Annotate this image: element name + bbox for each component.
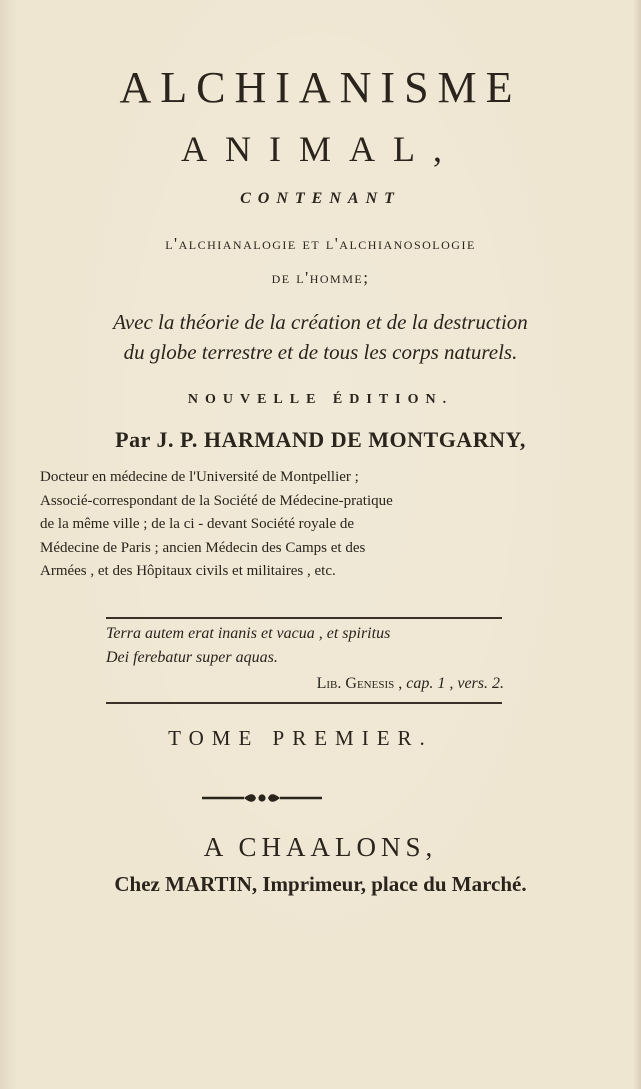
page-edge-shadow bbox=[633, 0, 641, 1089]
contenant-heading: CONTENANT bbox=[240, 190, 401, 207]
theory-line-1: Avec la théorie de la création et de la destruction bbox=[113, 310, 528, 334]
book-title-line-2: ANIMAL, bbox=[181, 129, 460, 169]
credentials-line: de la même ville ; de la ci - devant Société royale de bbox=[40, 516, 355, 532]
subtitle-line-2: de l'homme; bbox=[271, 268, 370, 287]
author-credentials bbox=[40, 466, 600, 584]
epigraph-line-2: Dei ferebatur super aquas. bbox=[106, 649, 278, 666]
epigraph-source-book: Lib. Genesis , bbox=[316, 675, 403, 692]
edition-label: NOUVELLE ÉDITION. bbox=[187, 392, 454, 407]
book-title-line-1: ALCHIANISME bbox=[119, 63, 522, 112]
epigraph-source-ref: cap. 1 , vers. 2. bbox=[406, 675, 504, 692]
volume-label: TOME PREMIER. bbox=[168, 726, 433, 750]
credentials-line: Armées , et des Hôpitaux civils et militaires , etc. bbox=[40, 563, 336, 579]
epigraph-source bbox=[106, 672, 504, 696]
subtitle-line-1: l'alchianalogie et l'alchianosologie bbox=[165, 234, 476, 253]
epigraph-line-1: Terra autem erat inanis et vacua , et spiritus bbox=[106, 625, 391, 642]
author-name: Par J. P. HARMAND DE MONTGARNY, bbox=[115, 427, 526, 452]
imprint-publisher: Chez MARTIN, Imprimeur, place du Marché. bbox=[114, 872, 527, 896]
credentials-line: Docteur en médecine de l'Université de Montpellier ; bbox=[40, 469, 359, 485]
credentials-line: Associé-correspondant de la Société de Médecine-pratique bbox=[40, 492, 393, 509]
imprint-city: A CHAALONS, bbox=[203, 832, 438, 862]
top-rule bbox=[106, 617, 502, 619]
ornament-divider bbox=[200, 793, 324, 803]
bottom-rule bbox=[106, 702, 502, 704]
credentials-line: Médecine de Paris ; ancien Médecin des Camps et des bbox=[40, 539, 366, 556]
theory-line-2: du globe terrestre et de tous les corps naturels. bbox=[123, 340, 518, 364]
